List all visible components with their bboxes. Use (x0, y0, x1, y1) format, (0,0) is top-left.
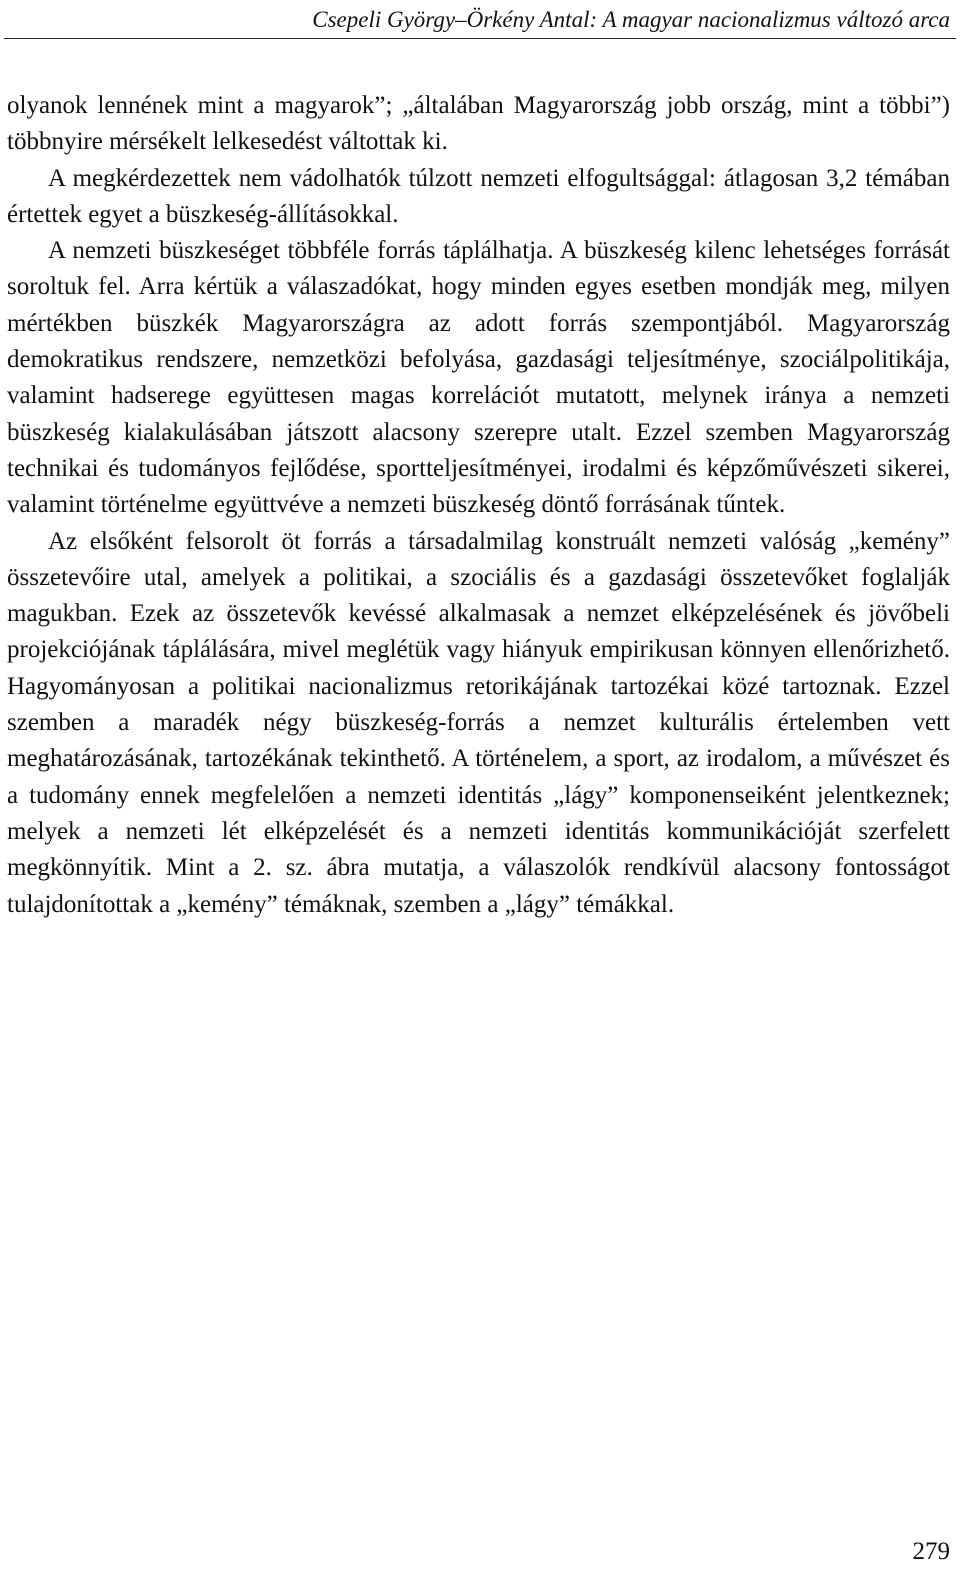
paragraph-hard-soft-components: Az elsőként felsorolt öt forrás a társadalmilag konstruált nemzeti valóság „kemény” összetevőire utal, amelyek a politikai, a szociális és a gazdasági összetevőket foglalják magukban. Ezek az összetevők kevéssé alkalmasak a nemzet elképzelésének és jövőbeli projekciójának táplálására, mivel meglétük vagy hiányuk empirikusan könnyen ellenőrizhető. Hagyományosan a politikai nacionalizmus retorikájának tartozékai közé tartoznak. Ezzel szemben a maradék négy büszkeség-forrás a nemzet kulturális értelemben vett meghatározásának, tartozékának tekinthető. A történelem, a sport, az irodalom, a művészet és a tudomány ennek megfelelően a nemzeti identitás „lágy” komponenseiként jelentkeznek; melyek a nemzeti lét elképzelését és a nemzeti identitás kommunikációját szerfelett megkönnyítik. Mint a 2. sz. ábra mutatja, a válaszolók rendkívül alacsony fontosságot tulajdonítottak a „kemény” témáknak, szemben a „lágy” témákkal. (7, 527, 950, 918)
page-number: 279 (912, 1538, 950, 1565)
paragraph-continued: olyanok lennének mint a magyarok”; „általában Magyarország jobb ország, mint a többi”) többnyire mérsékelt lelkesedést váltottak ki. (7, 92, 950, 156)
paragraph-pride-sources: A nemzeti büszkeséget többféle forrás táplálhatja. A büszkeség kilenc lehetséges forrását soroltuk fel. Arra kértük a válaszadókat, hogy minden egyes esetben mondják meg, milyen mértékben büszkék Magyarországra az adott forrás szempontjából. Magyarország demokratikus rendszere, nemzetközi befolyása, gazdasági teljesítménye, szociálpolitikája, valamint hadserege együttesen magas korrelációt mutatott, melynek iránya a nemzeti büszkeség kialakulásában játszott alacsony szerepre utalt. Ezzel szemben Magyarország technikai és tudományos fejlődése, sportteljesítményei, irodalmi és képzőművészeti sikerei, valamint történelme együttvéve a nemzeti büszkeség döntő forrásának tűntek. (7, 237, 950, 519)
running-header: Csepeli György–Örkény Antal: A magyar nacionalizmus változó arca (312, 7, 950, 32)
header-divider (4, 38, 956, 39)
paragraph-respondents: A megkérdezettek nem vádolhatók túlzott nemzeti elfogultsággal: átlagosan 3,2 témában értettek egyet a büszkeség-állításokkal. (7, 164, 950, 228)
page-body (7, 88, 950, 923)
